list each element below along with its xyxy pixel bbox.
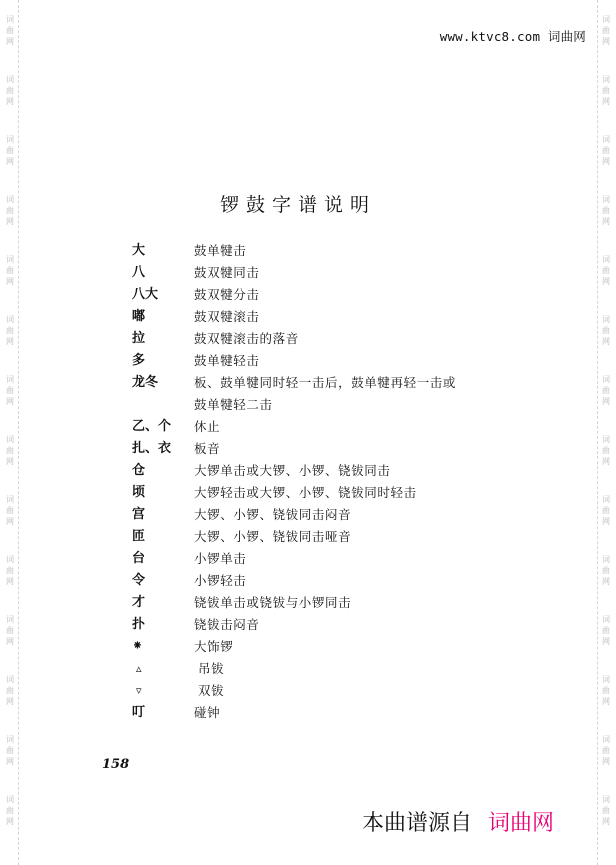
right-watermark-strip <box>597 0 614 865</box>
watermark-unit <box>2 120 18 180</box>
legend-description: 碰钟 <box>194 705 221 720</box>
legend-row <box>132 240 512 262</box>
watermark-char: 曲 <box>602 565 610 575</box>
watermark-char: 网 <box>6 516 14 526</box>
watermark-char: 曲 <box>6 145 14 155</box>
legend-description: 鼓双犍同击 <box>194 265 260 280</box>
notation-legend <box>132 240 512 724</box>
watermark-char: 词 <box>602 374 610 384</box>
legend-description: 鼓双犍滚击的落音 <box>194 331 299 346</box>
legend-row <box>132 482 512 504</box>
legend-row <box>132 526 512 548</box>
watermark-char: 曲 <box>6 385 14 395</box>
watermark-char: 曲 <box>602 145 610 155</box>
watermark-char: 词 <box>6 494 14 504</box>
watermark-char: 曲 <box>6 685 14 695</box>
watermark-unit <box>2 240 18 300</box>
watermark-char: 词 <box>602 314 610 324</box>
legend-symbol: 多 <box>132 353 146 368</box>
legend-symbol: 令 <box>132 573 146 588</box>
watermark-char: 词 <box>602 74 610 84</box>
legend-description: 鼓双犍滚击 <box>194 309 260 324</box>
watermark-char: 曲 <box>6 745 14 755</box>
watermark-char: 曲 <box>6 265 14 275</box>
legend-symbol: 顷 <box>132 485 146 500</box>
watermark-char: 曲 <box>602 745 610 755</box>
watermark-char: 词 <box>602 254 610 264</box>
legend-description: 大锣、小锣、铙钹同击哑音 <box>194 529 352 544</box>
watermark-char: 词 <box>602 734 610 744</box>
legend-symbol: 叮 <box>132 705 146 720</box>
watermark-unit <box>598 180 614 240</box>
legend-symbol: 仓 <box>132 463 146 478</box>
watermark-char: 词 <box>602 134 610 144</box>
legend-symbol: 拉 <box>132 331 146 346</box>
watermark-char: 词 <box>6 374 14 384</box>
watermark-char: 曲 <box>602 265 610 275</box>
legend-symbol: 宫 <box>132 507 146 522</box>
watermark-char: 曲 <box>6 565 14 575</box>
legend-description: 大锣轻击或大锣、小锣、铙钹同时轻击 <box>194 485 417 500</box>
watermark-unit <box>2 360 18 420</box>
watermark-char: 词 <box>6 734 14 744</box>
legend-description: 板音 <box>194 441 221 456</box>
watermark-unit <box>2 300 18 360</box>
header-url: www.ktvc8.com 词曲网 <box>439 29 586 44</box>
watermark-char: 曲 <box>6 325 14 335</box>
watermark-char: 词 <box>6 194 14 204</box>
watermark-char: 曲 <box>602 505 610 515</box>
watermark-char: 网 <box>6 816 14 826</box>
legend-row <box>132 284 512 306</box>
page-number: 158 <box>102 757 130 772</box>
watermark-char: 词 <box>602 794 610 804</box>
footer-source <box>362 806 554 837</box>
legend-row <box>132 372 512 416</box>
legend-symbol: 嘟 <box>132 309 146 324</box>
legend-description: 小锣轻击 <box>194 573 247 588</box>
watermark-char: 网 <box>602 36 610 46</box>
watermark-char: 词 <box>6 674 14 684</box>
watermark-char: 词 <box>6 14 14 24</box>
watermark-char: 网 <box>6 576 14 586</box>
watermark-char: 曲 <box>6 625 14 635</box>
watermark-char: 词 <box>6 614 14 624</box>
watermark-char: 曲 <box>6 205 14 215</box>
watermark-char: 网 <box>6 96 14 106</box>
watermark-char: 曲 <box>602 25 610 35</box>
watermark-char: 词 <box>602 494 610 504</box>
watermark-unit <box>598 660 614 720</box>
watermark-char: 网 <box>6 36 14 46</box>
watermark-unit <box>2 540 18 600</box>
watermark-char: 网 <box>602 276 610 286</box>
watermark-char: 词 <box>602 14 610 24</box>
watermark-char: 曲 <box>6 25 14 35</box>
legend-symbol-triangle-up: ▵ <box>136 662 142 675</box>
watermark-char: 曲 <box>602 385 610 395</box>
watermark-unit <box>2 780 18 840</box>
watermark-unit <box>598 720 614 780</box>
legend-row <box>132 702 512 724</box>
watermark-char: 网 <box>6 636 14 646</box>
watermark-char: 曲 <box>602 205 610 215</box>
legend-description: 鼓单犍击 <box>194 243 247 258</box>
watermark-unit <box>2 60 18 120</box>
watermark-unit <box>2 480 18 540</box>
watermark-char: 词 <box>602 674 610 684</box>
legend-description: 鼓双犍分击 <box>194 287 260 302</box>
legend-row <box>132 416 512 438</box>
legend-symbol: 扎、衣 <box>132 441 172 456</box>
watermark-char: 网 <box>602 396 610 406</box>
watermark-char: 词 <box>6 134 14 144</box>
legend-symbol: 扑 <box>132 617 146 632</box>
legend-description: 双钹 <box>198 683 225 698</box>
watermark-char: 词 <box>602 194 610 204</box>
legend-row <box>132 658 512 680</box>
legend-symbol-asterisk: ⁕ <box>132 639 143 654</box>
watermark-char: 词 <box>602 614 610 624</box>
watermark-char: 网 <box>602 156 610 166</box>
watermark-unit <box>598 420 614 480</box>
legend-symbol: 乙、个 <box>132 419 172 434</box>
legend-row <box>132 548 512 570</box>
legend-row <box>132 306 512 328</box>
legend-symbol: 八 <box>132 265 146 280</box>
legend-description: 板、鼓单犍同时轻一击后，鼓单犍再轻一击或 鼓单犍轻二击 <box>194 375 457 412</box>
watermark-char: 曲 <box>6 805 14 815</box>
watermark-char: 网 <box>602 756 610 766</box>
watermark-unit <box>598 360 614 420</box>
watermark-char: 网 <box>6 456 14 466</box>
watermark-char: 网 <box>602 456 610 466</box>
legend-description: 大锣单击或大锣、小锣、铙钹同击 <box>194 463 391 478</box>
legend-row <box>132 262 512 284</box>
watermark-unit <box>598 780 614 840</box>
watermark-char: 网 <box>6 756 14 766</box>
watermark-char: 曲 <box>602 325 610 335</box>
watermark-char: 曲 <box>6 85 14 95</box>
legend-symbol: 台 <box>132 551 146 566</box>
watermark-char: 网 <box>6 696 14 706</box>
watermark-unit <box>2 660 18 720</box>
footer-source-brand[interactable]: 词曲网 <box>488 811 555 836</box>
legend-row <box>132 592 512 614</box>
watermark-char: 网 <box>6 336 14 346</box>
watermark-char: 曲 <box>602 625 610 635</box>
watermark-char: 网 <box>602 696 610 706</box>
left-watermark-strip <box>2 0 19 865</box>
watermark-char: 网 <box>6 216 14 226</box>
watermark-char: 词 <box>6 794 14 804</box>
watermark-char: 词 <box>6 434 14 444</box>
legend-row <box>132 680 512 702</box>
legend-description: 铙钹击闷音 <box>194 617 260 632</box>
watermark-char: 网 <box>602 576 610 586</box>
legend-description: 铙钹单击或铙钹与小锣同击 <box>194 595 352 610</box>
legend-row <box>132 504 512 526</box>
watermark-char: 曲 <box>602 805 610 815</box>
legend-description: 大锣、小锣、铙钹同击闷音 <box>194 507 352 522</box>
watermark-char: 词 <box>602 554 610 564</box>
legend-description: 小锣单击 <box>194 551 247 566</box>
legend-description: 吊钹 <box>198 661 225 676</box>
watermark-unit <box>598 480 614 540</box>
watermark-char: 网 <box>602 816 610 826</box>
watermark-unit <box>598 300 614 360</box>
watermark-char: 词 <box>6 254 14 264</box>
legend-row <box>132 614 512 636</box>
watermark-char: 网 <box>6 156 14 166</box>
watermark-char: 网 <box>602 96 610 106</box>
watermark-char: 曲 <box>6 505 14 515</box>
page-title: 锣鼓字谱说明 <box>219 194 376 216</box>
legend-row <box>132 350 512 372</box>
watermark-char: 词 <box>602 434 610 444</box>
watermark-char: 网 <box>602 216 610 226</box>
watermark-unit <box>2 0 18 60</box>
watermark-unit <box>2 420 18 480</box>
legend-symbol: 八大 <box>132 287 159 302</box>
watermark-char: 网 <box>602 336 610 346</box>
legend-row <box>132 438 512 460</box>
legend-symbol-triangle-down: ▿ <box>136 684 142 697</box>
watermark-unit <box>598 0 614 60</box>
watermark-char: 网 <box>6 396 14 406</box>
legend-symbol: 龙冬 <box>132 375 159 390</box>
legend-description: 休止 <box>194 419 221 434</box>
watermark-unit <box>598 540 614 600</box>
watermark-char: 词 <box>6 554 14 564</box>
watermark-char: 曲 <box>602 85 610 95</box>
legend-row <box>132 636 512 658</box>
watermark-char: 曲 <box>6 445 14 455</box>
legend-row <box>132 460 512 482</box>
footer-source-label: 本曲谱源自 <box>362 811 473 836</box>
watermark-char: 词 <box>6 74 14 84</box>
watermark-unit <box>2 600 18 660</box>
watermark-unit <box>598 600 614 660</box>
watermark-char: 词 <box>6 314 14 324</box>
legend-symbol: 大 <box>132 243 146 258</box>
watermark-char: 曲 <box>602 445 610 455</box>
legend-symbol: 匝 <box>132 529 146 544</box>
watermark-char: 网 <box>602 516 610 526</box>
legend-description: 鼓单犍轻击 <box>194 353 260 368</box>
watermark-unit <box>598 120 614 180</box>
legend-symbol: 才 <box>132 595 146 610</box>
watermark-unit <box>598 60 614 120</box>
watermark-char: 网 <box>6 276 14 286</box>
legend-row <box>132 570 512 592</box>
watermark-unit <box>2 720 18 780</box>
legend-row <box>132 328 512 350</box>
watermark-char: 曲 <box>602 685 610 695</box>
legend-description: 大饰锣 <box>194 639 234 654</box>
watermark-char: 网 <box>602 636 610 646</box>
watermark-unit <box>598 240 614 300</box>
